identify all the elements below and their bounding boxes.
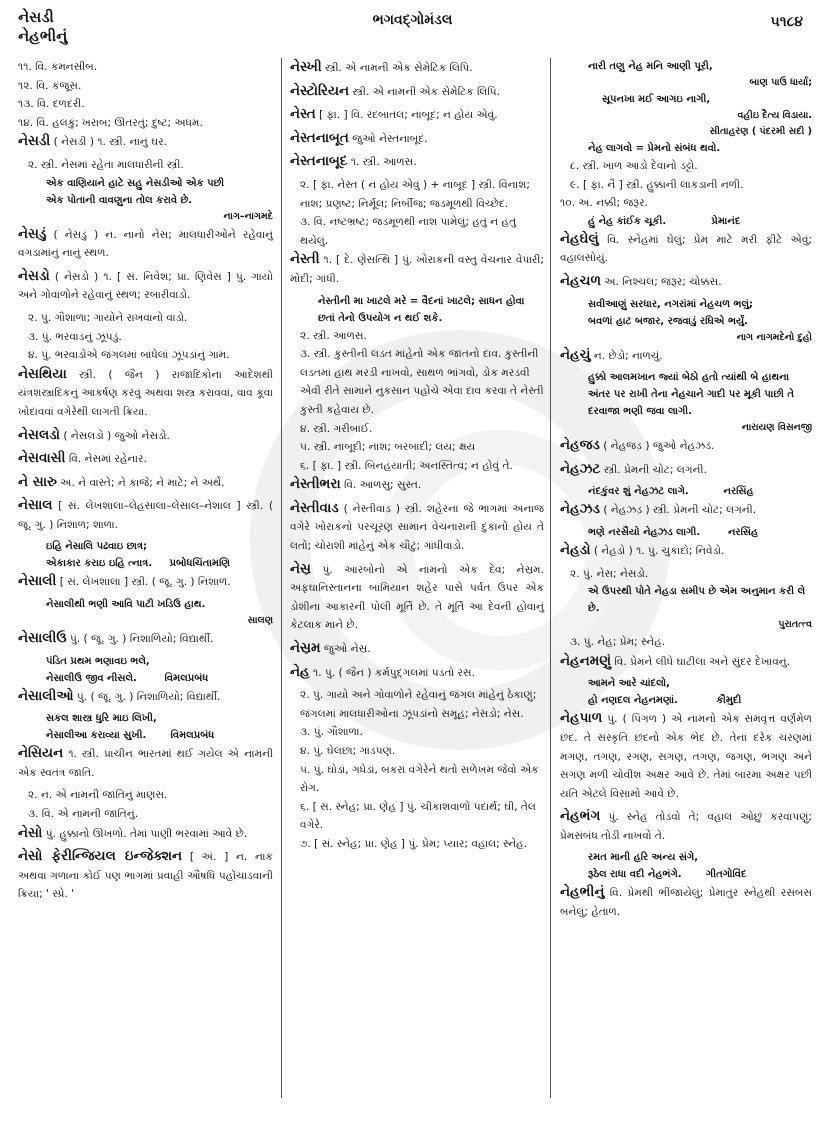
definition-text: પું. ( જૂ. ગુ. ) નિશાળિયો; વિદ્યાર્થી. (73, 690, 221, 703)
sense-definition: ૨. પું. ગાયો અને ગોવાળોને રહેવાનું જંગલ માંહેનું ઠેકાણું; જંગલમાં માલધારીઓનાં ઝૂંપડાંનો સમૂહ; નેસડો; નેસ. (300, 689, 537, 720)
quotation: નેસાલીઉ જીવ નીસલે. વિમલપ્રબંધ (46, 672, 209, 684)
dictionary-entry (560, 460, 812, 480)
sense-definition: ૪. પું. ભરવાડોએ જંગલમાં બાંધેલાં ઝૂંપડાંનું ગામ. (28, 349, 230, 362)
headword: નેહજડ (560, 437, 600, 454)
sense-definition: ૩. પું. નેહ; પ્રેમ; સ્નેહ. (570, 636, 666, 649)
dictionary-entry (560, 541, 812, 561)
quotation: એક વાણિયાને હાટે સહુ નેસડીઓ એક પછી (46, 177, 225, 189)
definition-text: અ. ને વાસ્તે; ને કાજે; ને માટે; ને અર્થે. (56, 476, 225, 489)
headword: નેહપાળ (560, 710, 603, 727)
sense-definition: ૬. [ ફા. ] સ્ત્રી. બિનહયાતી; અનસ્તિત્વ; ન હોવું તે. (300, 459, 513, 472)
definition-text: ૧. સ્ત્રી. આળસ. (347, 156, 417, 169)
sense-definition: ૨. પું. ગૌશાળા; ગાયોને રાખવાનો વાડો. (28, 311, 188, 324)
sense-definition: ૩. વિ. નષ્ટભ્રષ્ટ; જડમૂળથી નાશ પામેલું; હતું ન હતું થયેલું. (300, 216, 517, 247)
dictionary-entry (18, 847, 273, 904)
headword: નેસ્રમ (290, 640, 321, 657)
headword: નેસ્ખી (290, 59, 322, 75)
headword: નેસાલ (18, 497, 53, 514)
dictionary-entry (18, 629, 273, 649)
sense-definition: ૪. પું. ઘેલછા; ગાંડપણ. (300, 745, 396, 757)
sense-definition: ૫. પું. ઘોડાં, ગધેડાં, બકરાં વગેરેને થતો સળેખમ જેવો એક રોગ. (300, 763, 539, 795)
headword: નેસવાસી (18, 450, 66, 467)
dictionary-entry (560, 346, 812, 366)
quotation-source: પુરાતત્ત્વ (778, 619, 812, 631)
dictionary-entry (560, 709, 812, 803)
quotation: ઇહિ નેસાલિ પઢવાઇ છાત્ર; (46, 541, 147, 553)
dictionary-entry (18, 426, 273, 446)
headword: નેસ્તનાબૂદ (290, 153, 348, 170)
definition-text: સ્ત્રી. એ નામની એક સેમેટિક લિપિ. (321, 62, 473, 74)
definition-text: વિ. પ્રેમને લીધે ઘાટીલા અને સુંદર દેખાવનું. (611, 655, 791, 668)
sense-definition: ૩. સ્ત્રી. કુસ્તીની લડત માંહેનો એક જાતનો દાવ. કુસ્તીની લડતમાં હાથ મરડી નાખવો, સાથળ ભાંગવો, ડોક મરડવી એવી રીતે સામાને નુકસાન પહોંચે એવા દાવ કરવા તે નેસ્તી કુસ્તી કહેવાય છે. (300, 348, 544, 416)
quotation: સવીઆણું સરધાર, નગરાંમાં નેહચળ ભલું; (588, 298, 754, 310)
column-right (560, 58, 812, 926)
sense-definition: ૮. સ્ત્રી. ખાળ આડો દેવાનો ડટ્ટો. (570, 160, 698, 172)
quotation-source: વહીઇ દૈત્ય વિડાયા. (737, 110, 812, 121)
definition-text: પું. સ્નેહ તોડવો તે; વહાલ ઓછું કરવાપણું; પ્રેમસંબંધ તોડી નાખવો તે. (560, 811, 812, 842)
sense-definition: ૫. સ્ત્રી. નાબૂદી; નાશ; બરબાદી; લય; ક્ષય (300, 441, 476, 454)
column-left (18, 58, 273, 908)
definition-text: ( નેસ઼ડી ) ૧. સ્ત્રી. નાનું ઘર. (50, 136, 167, 149)
guide-word-last: નેહભીનું (18, 27, 68, 45)
sense-definition: ૩. પું. ભરવાડનું ઝૂંપડું. (28, 330, 122, 343)
dictionary-columns (0, 58, 825, 1118)
quotation-source: નાગ–નાગમદે (223, 210, 273, 222)
dictionary-entry (290, 58, 544, 78)
definition-text: ૧. સ્ત્રી. પ્રાચીન ભારતમાં થઈ ગયેલ એ નામની એક સ્વતંત્ર જાતિ. (18, 748, 273, 779)
dictionary-entry (18, 132, 273, 152)
definition-text: ( નેસ઼ડું ) ન. નાનો નેસ; માલધારીઓને રહેવાનું વગડામાંનું નાનું સ્થળ. (18, 228, 273, 260)
headword: નેસથિયા (18, 365, 67, 382)
definition-text: ( નેસ્તીવાડ઼ ) સ્ત્રી. શહેરના જે ભાગમાં અનાજ વગેરે ખોરાકનો પરચૂરણ સામાન વેચનારાની દુકાનો હોય તે લતો; ચોરાશી માંહેનું એક ચૌટું; ગાંધીવાડો. (290, 502, 544, 553)
definition-text: જુઓ નેસ્તનાબૂદ. (348, 132, 428, 145)
definition-text: ( નેહજડ઼ ) જુઓ નેહઝડ. (599, 440, 715, 453)
headword: નેહચું (560, 346, 591, 363)
headword: નેસડું (18, 225, 47, 242)
definition-text: જુઓ નેસ્ર. (320, 643, 371, 656)
dictionary-entry (18, 572, 273, 592)
headword: નેસાલીઉ (18, 630, 67, 647)
dictionary-entry (290, 663, 544, 683)
headword: નેસ્ર (290, 560, 311, 577)
dictionary-entry (290, 560, 544, 635)
dictionary-entry (18, 687, 273, 707)
definition-text: [ સં. લેખશાલા–લેહસાલા–લેસાલ–નેશાલ ] સ્ત્રી. ( જૂ. ગુ. ) નિશાળ; શાળા. (18, 500, 273, 531)
quotation: હું નેહ કાંઈક ચૂકી. પ્રેમાનંદ (588, 215, 741, 227)
quotation-source: નાગ નાગમદેનો દુહો (736, 331, 812, 343)
headword: નેસિયન (18, 745, 64, 762)
quotation: પંડિત પ્રથમ ભણાવઇ ભલે, (46, 655, 150, 667)
headword: નેહ (290, 663, 310, 680)
quotation: નેહ લાગવો = પ્રેમનો સંબંધ થવો. (588, 143, 721, 154)
definition-text: [ અં. ] ન. નાક અથવા ગળાના કોઈ પણ ભાગમાં પ્રવાહી ઔષધિ પહોંચાડવાની ક્રિયા; ' સ્પ્રે. ' (18, 851, 273, 901)
headword: નેસ્તીભરા (290, 476, 341, 493)
definition-text: ૧. પું. ( જૈન ) કર્મપુદ્ગલમાં પડતો રસ. (309, 666, 475, 679)
page-header (0, 0, 825, 52)
headword: નેસ્તીવાડ (290, 499, 339, 516)
headword: નેસ્ટોરિયન (290, 82, 350, 99)
dictionary-entry (18, 744, 273, 782)
sense-definition: ૬. [ સં. સ્નેહ; પ્રા. ણેહ ] પું. ચીકાશવાળો પદાર્થ; ઘી, તેલ વગેરે. (300, 800, 536, 832)
definition-text: પું. આરબોનો એ નામનો એક દેવ; નેસ્રમ. અફઘાનિસ્તાનના બામિયાન શહેર પાસે પર્વત ઉપર એક ડોશીના આકારની પોલી મૂર્તિ છે. તે મૂર્તિ આ દેવની હોવાનું કેટલાક માને છે. (290, 563, 544, 632)
headword: નેહડો (560, 541, 591, 558)
definition-text: વિ. નેસમાં રહેનાર. (65, 453, 147, 466)
quotation: રમત માની હરિ અન્ય સંગે, (588, 852, 699, 864)
headword: નેસ્તનાબૂત (290, 129, 349, 146)
dictionary-entry (18, 824, 273, 844)
quotation-source: સાલણ (247, 615, 273, 627)
definition-text: સ્ત્રી. એ નામની એક સેમેટિક લિપિ. (349, 85, 501, 98)
sense-definition: ૪. સ્ત્રી. ગરીબાઈ. (300, 422, 373, 435)
quotation: નેસાલીઆ કરાવ્યા સુખી. વિમલપ્રબંધ (46, 730, 215, 742)
quotation: રૂઠેલ રાધા વદી નેહભંગે. ગીતગોવિંદ (588, 869, 747, 881)
definition-text: ( નેહ઼ડો ) ૧. પું. ચુકાદો; નિવેડો. (590, 544, 725, 557)
definition-text: [ સં. લેખશાલા ] સ્ત્રી. ( જૂ. ગુ. ) નિશાળ. (56, 576, 231, 589)
definition-text: અ. નિશ્ચલ; જરૂર; ચોક્કસ. (601, 275, 722, 288)
sense-definition: ૩. પું. ગૌશાળા. (300, 726, 363, 739)
definition-text: ૧. [ દે. ણેસત્થિ ] પું. ખોરાકની વસ્તુ વેચનાર વેપારી; મોદી; ગાંધી. (290, 254, 544, 285)
headword: નેસલડો (18, 426, 60, 443)
dictionary-entry (290, 129, 544, 149)
page-number: ૫૧૮૪ (770, 14, 803, 30)
definition-text: પું. ( પિંગળ ) એ નામનો એક સમવૃત્ત વર્ણમેળ છંદ. તે સંસ્કૃતિ છંદનો એક ભેદ છે. તેના દરેક ચરણમાં મગણ, તગણ, રગણ, સગણ, તગણ, જગણ, ભગણ અને સગણ મળી ચોવીશ અક્ષર આવે છે. તેમાં બારમા અક્ષર પછી યતિ એટલે વિસામો આવે છે. (560, 713, 812, 800)
quotation: ભણે નરસૈયો નેહઝડ લાગી. નરસિંહ (588, 526, 759, 538)
headword: નેસો (18, 824, 43, 841)
quotation: બવળાં હાટ બજાર, રજવાડું રઘિએ ભર્યું. (588, 315, 748, 327)
dictionary-entry (560, 230, 812, 268)
definition-text: ( નેસલ઼ડો ) જુઓ નેસડો. (60, 429, 170, 442)
dictionary-entry (560, 883, 812, 921)
quotation: હુક્કો આલમખાન જ્યાં બેઠો હતો ત્યાંથી બે હાથના અંતર પર રાખી તેના નેહચાને ગાદી પર મૂકી પાછી તે દરવાજા ભણી જવા લાગી. (588, 372, 798, 418)
dictionary-entry (18, 496, 273, 534)
quotation: હો નણદલ નેહનમણાં. કૌમુદી (588, 695, 742, 707)
quotation: નંદકુંવર શું નેહઝટ લાગે. નરસિંહ (588, 486, 754, 498)
quotation-source: બાણ પાઉ ધાર્યા; (749, 77, 812, 88)
quotation: સકલ શાસ્ત્ર ધુરિ માઇ લિખી, (46, 713, 157, 725)
quotation: એકાકાર કરાઇ ઇહિ ત્નાત્ર. પ્રબોધચિંતામણિ (46, 558, 230, 570)
definition-text: પું. હુક્કાનો ઊખળો. તેમાં પાણી ભરવામાં આવે છે. (42, 827, 248, 840)
running-title: ભગવદ્ગોમંડલ (372, 12, 453, 28)
dictionary-entry (290, 639, 544, 659)
headword: નેસડી (18, 133, 51, 150)
sense-definition: ૭. [ સં. સ્નેહ; પ્રા. ણેહ ] પું. પ્રેમ; પ્યાર; વહાલ; સ્નેહ. (300, 837, 528, 850)
sense-definition: ૧૨. વિ. કંજૂસ. (18, 79, 82, 92)
column-middle (290, 58, 544, 854)
quotation: એક પોતાની વાવણુના તોલ કરાવે છે. (46, 194, 193, 206)
guide-word-first: નેસડી (18, 8, 54, 26)
headword: નેહચળ (560, 272, 601, 289)
headword: નેસ્તી (290, 251, 320, 268)
definition-text: ન. છેડો; નાળચું. (590, 349, 663, 362)
headword: નેસાલી (18, 573, 57, 590)
definition-text: ( નેસ઼ડો ) ૧. [ સં. નિવેશ; પ્રા. ણિવેસ ] પું. ગાયો અને ગોવાળોને રહેવાનું સ્થળ; રબારીવાડો. (18, 270, 273, 302)
definition-text: વિ. પ્રેમથી ભીંજાયેલું; પ્રેમાતુર સ્નેહથી રસબસ બનેલું; હેતાળ. (560, 887, 812, 919)
headword: નેસડો (18, 267, 50, 284)
definition-text: વિ. આળસુ; સુસ્ત. (340, 479, 422, 492)
dictionary-entry (18, 449, 273, 469)
quotation-source: નારાયણ વિસનજી (741, 422, 812, 434)
dictionary-entry (560, 500, 812, 520)
definition-text: [ ફા. ] વિ. રદબાતલ; નાબૂદ; ન હોય એવું. (315, 109, 498, 122)
quotation: નેસાલીથી ભણી આવિ પાટી ખડિઉ હાથ. (46, 599, 206, 611)
headword: નેહઝટ (560, 460, 601, 477)
dictionary-entry (18, 365, 273, 422)
sense-definition: ૧૧. વિ. કમનસીબ. (18, 61, 98, 73)
definition-text: વિ. સ્નેહમાં ઘેલું; પ્રેમ માટે મરી ફીટે એવું; વહાલસોયું. (560, 233, 812, 265)
headword: નેહનમણું (560, 652, 612, 669)
sense-definition: ૨. પું. નેસ; નેસડો. (570, 567, 649, 580)
dictionary-entry (290, 82, 544, 102)
dictionary-entry (290, 105, 544, 125)
headword: નેસ્ત (290, 106, 316, 123)
dictionary-entry (560, 436, 812, 456)
headword: નેહભીનું (560, 884, 605, 901)
dictionary-entry (560, 272, 812, 292)
sense-definition: ૧૩. વિ. દળદરી. (18, 98, 85, 111)
sense-definition: ૨. સ્ત્રી. નેસમાં રહેતા માલધારીની સ્ત્રી. (28, 158, 184, 171)
sense-definition: ૨. [ ફા. નેસ્ત ( ન હોય એવું ) + નાબૂદ ] સ્ત્રી. વિનાશ; નાશ; પ્રણષ્ટ; નિર્મૂલ; નિર્બીજ; જડમૂળથી વિચ્છેદ. (300, 178, 530, 210)
definition-text: ( નેહઝડ઼ ) સ્ત્રી. પ્રેમની ચોટ; લગની. (599, 504, 757, 517)
sense-definition: ૨. ન. એ નામની જાતિનું માણસ. (28, 789, 168, 802)
dictionary-entry (560, 652, 812, 672)
definition-text: સ્ત્રી. ( જૈન ) રાજાદિકોના આદેશથી યંત્રશસ્ત્રાદિકનું આકર્ષણ કરવું અથવા શસ્ત્ર કરાવવાં, વાવ કૂવા ખોદાવવાં વગેરેથી લાગતી ક્રિયા. (18, 368, 273, 418)
sense-definition: ૨. સ્ત્રી. આળસ. (300, 329, 367, 342)
sense-definition: ૯. [ ફા. નૈ ] સ્ત્રી. હુક્કાની લાકડાની નળી. (570, 178, 744, 191)
definition-text: પું. ( જૂ. ગુ. ) નિશાળિયો; વિદ્યાર્થી. (66, 633, 214, 646)
sense-definition: ૩. વિ. એ નામની જાતિનું. (28, 808, 139, 821)
headword: નેહઝડ (560, 501, 600, 518)
headword: ને સારુ (18, 473, 57, 490)
headword: નેહઘેલું (560, 230, 599, 247)
headword: નેસાલીઓ (18, 687, 74, 704)
sense-definition: ૧૦. અ. નક્કી; જરૂર. (560, 197, 648, 210)
dictionary-entry (18, 473, 273, 493)
dictionary-entry (290, 250, 544, 288)
quotation: સૂપનખા મઈ આગઇ નાગી, (588, 94, 711, 105)
dictionary-entry (290, 152, 544, 172)
headword: નેહભંગ (560, 808, 601, 825)
quotation: એ ઉપરથી પોતે નેહડા સમીપ છે એમ અનુમાન કરી લે છે. (588, 586, 809, 615)
dictionary-entry (560, 807, 812, 845)
quotation-source: સીતાહરણ ( પંદરમી સદી ) (709, 126, 812, 137)
headword: નેસો ફેરીન્જિયલ ઇન્જેક્શન (18, 848, 183, 865)
quotation: નેસ્તીની મા ખાટલે મરે = વૈદનાં ખાટલે; સાધન હોવા છતાં તેનો ઉપયોગ ન થઈ શકે. (318, 295, 528, 324)
dictionary-entry (18, 225, 273, 263)
definition-text: સ્ત્રી. પ્રેમની ચોટ; લગની. (600, 463, 707, 476)
dictionary-entry (290, 499, 544, 556)
quotation: નારી તણુ નેહ મનિ આણી પૂરી, (588, 61, 713, 72)
dictionary-entry (290, 475, 544, 495)
sense-definition: ૧૪. વિ. હલકું; ખરાબ; ઊતરતું; દુષ્ટ; અધમ. (18, 116, 203, 129)
dictionary-entry (18, 267, 273, 305)
quotation: આમને આરે ચાંદલો, (588, 678, 670, 690)
